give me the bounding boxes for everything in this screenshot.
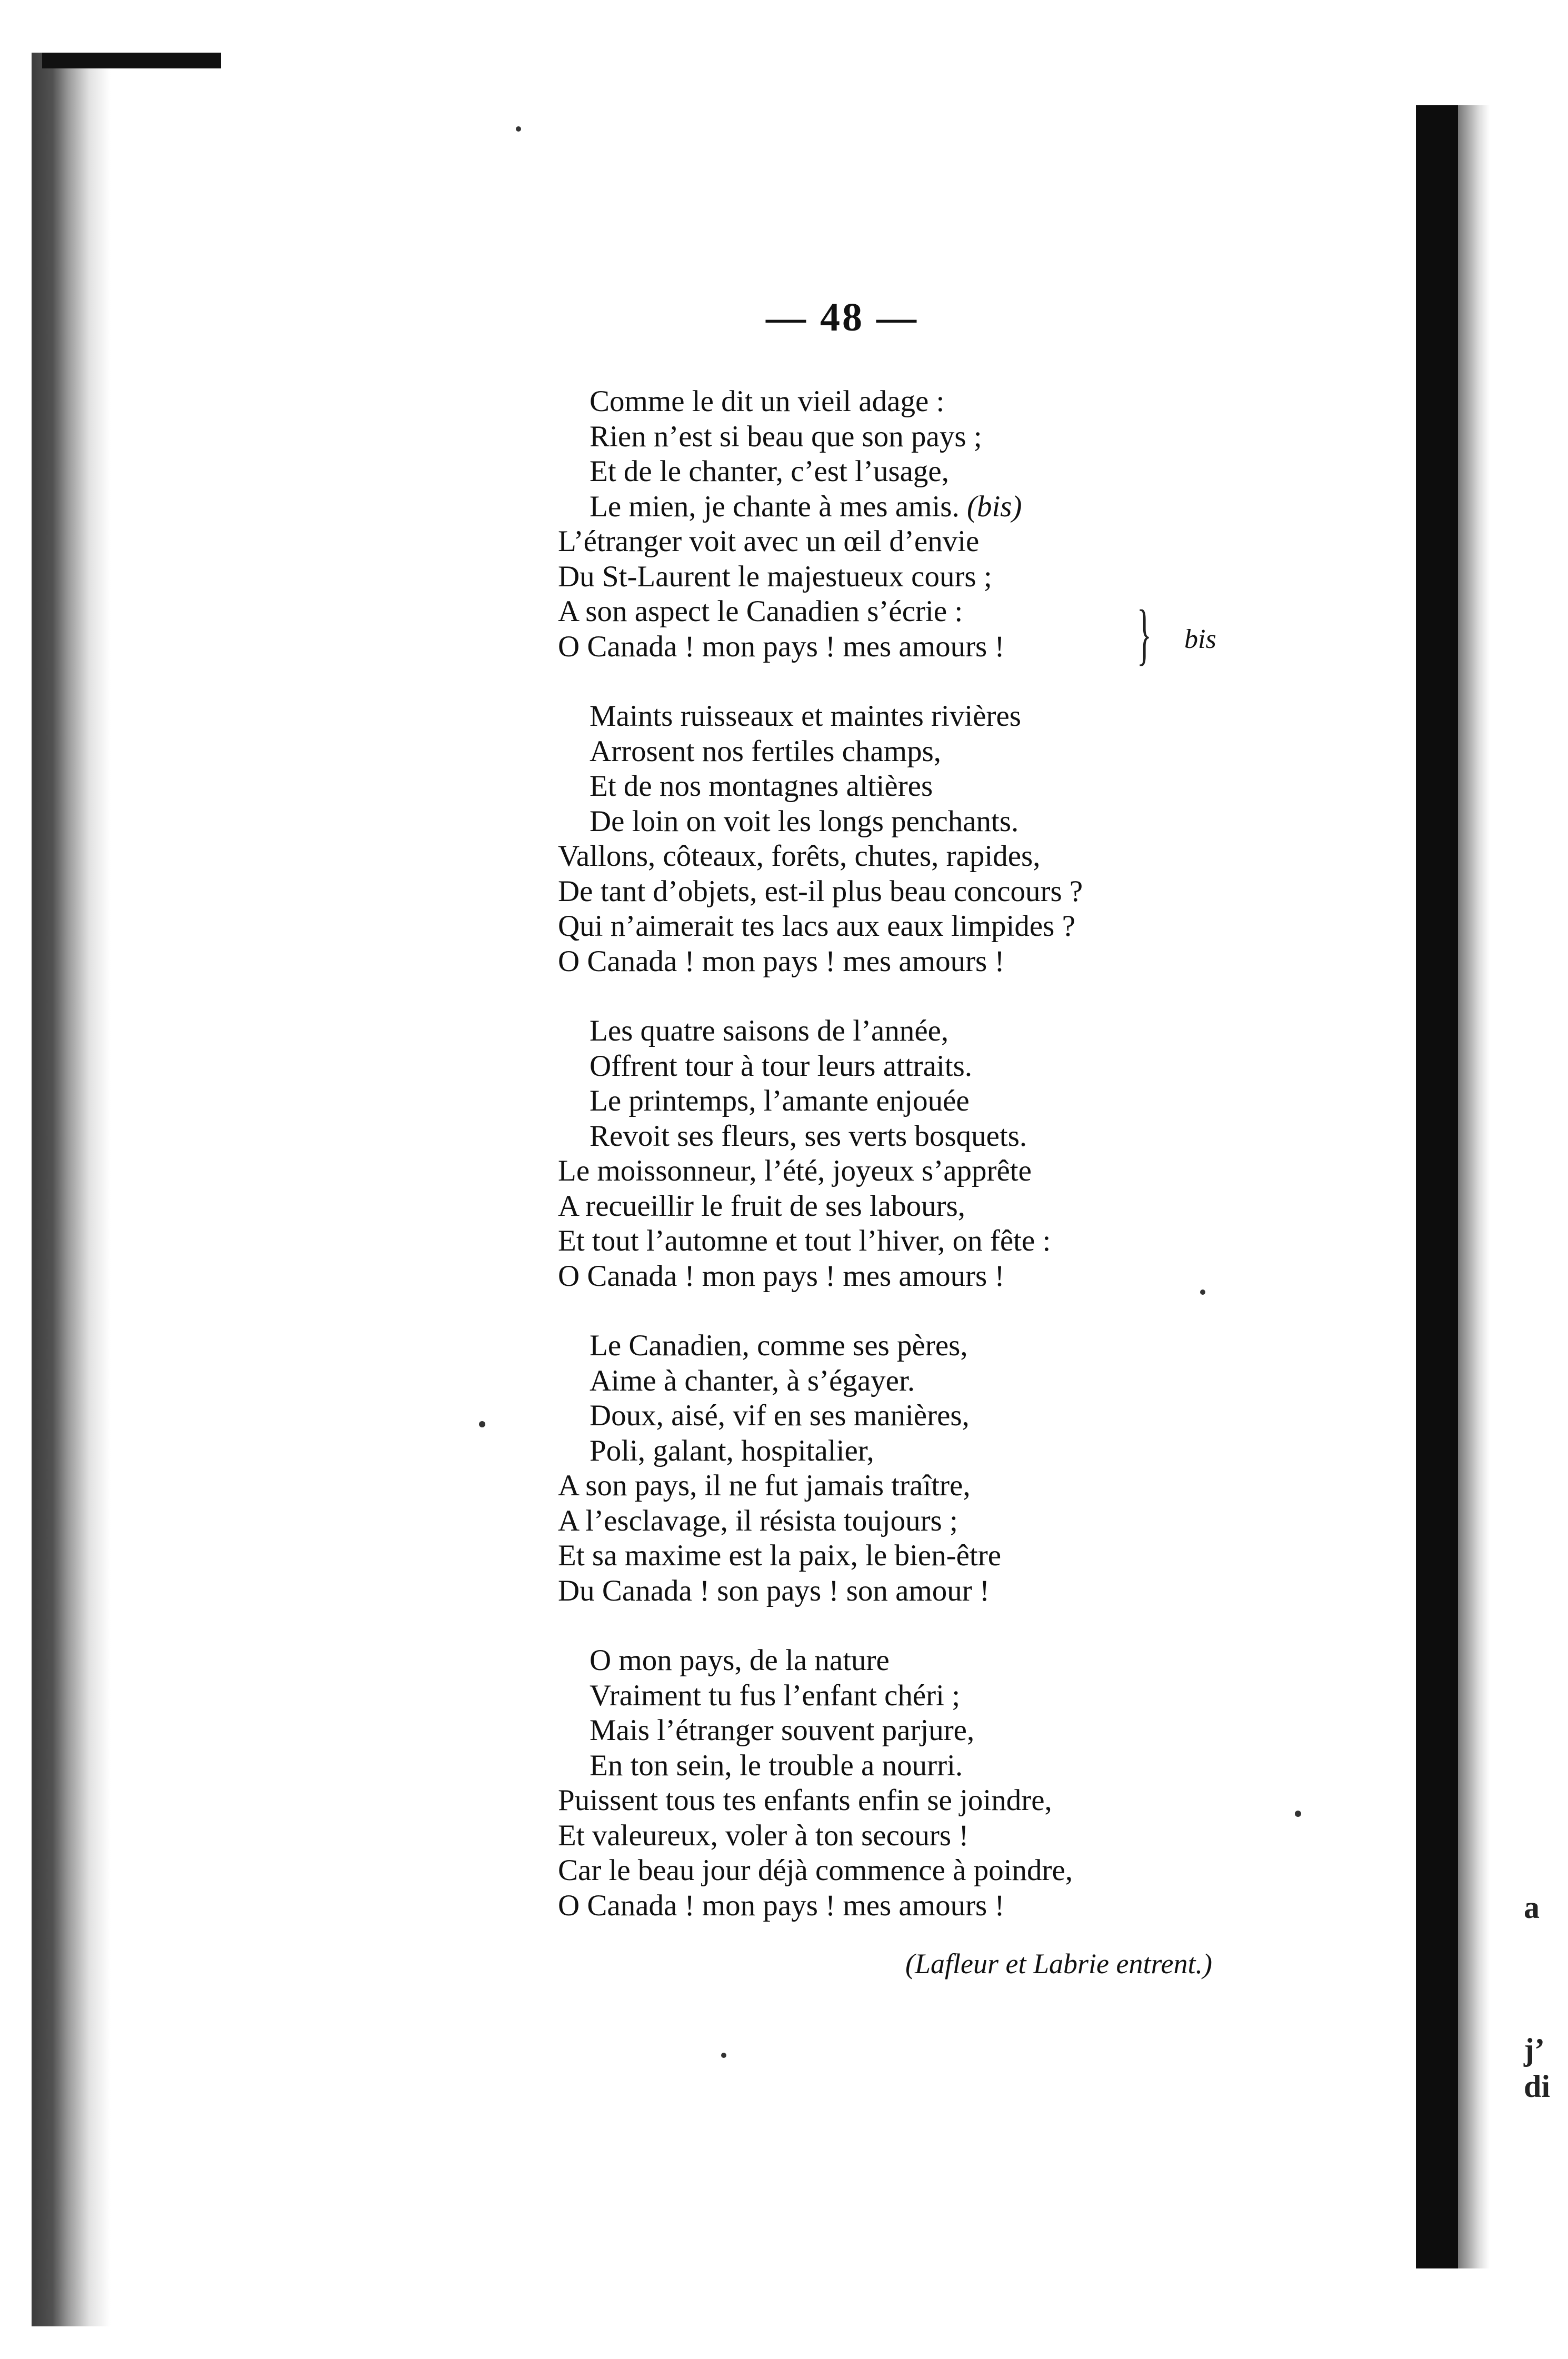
scan-speck — [721, 2053, 726, 2058]
stanza-1 — [558, 384, 1083, 664]
verse-line: A son aspect le Canadien s’écrie : — [558, 595, 963, 628]
verse-line: Le moissonneur, l’été, joyeux s’apprête — [558, 1154, 1032, 1187]
verse-line: De loin on voit les longs penchants. — [590, 804, 1019, 838]
verse-line: Arrosent nos fertiles champs, — [590, 734, 941, 768]
verse-line: Puissent tous tes enfants enfin se joindre, — [558, 1784, 1052, 1817]
verse-line: Et de le chanter, c’est l’usage, — [590, 455, 949, 488]
scan-speck — [516, 126, 521, 132]
verse-line: Et valeureux, voler à ton secours ! — [558, 1818, 969, 1852]
verse-line: L’étranger voit avec un œil d’envie — [558, 525, 980, 558]
verse-line: O mon pays, de la nature — [590, 1644, 890, 1677]
verse-line: Et de nos montagnes altières — [590, 769, 933, 803]
verse-line: Car le beau jour déjà commence à poindre, — [558, 1854, 1073, 1887]
verse-line: Rien n’est si beau que son pays ; — [590, 419, 982, 453]
verse-line — [558, 489, 1083, 525]
facing-page-fragment: di — [1524, 2069, 1551, 2104]
scan-speck — [1200, 1290, 1205, 1295]
verse-line: Maints ruisseaux et maintes rivières — [590, 699, 1021, 733]
verse-line-text: Le mien, je chante à mes amis. — [590, 489, 960, 523]
page-number: — 48 — — [766, 295, 918, 339]
verse-line: Le printemps, l’amante enjouée — [590, 1084, 970, 1117]
refrain-brace: } — [1137, 596, 1152, 672]
verse-line: O Canada ! mon pays ! mes amours ! — [558, 629, 1005, 663]
verse-line: Et sa maxime est la paix, le bien-être — [558, 1539, 1002, 1572]
verse-line: Offrent tour à tour leurs attraits. — [590, 1049, 973, 1083]
stanza-3 — [558, 1014, 1083, 1294]
verse-line: O Canada ! mon pays ! mes amours ! — [558, 1888, 1005, 1922]
verse-line: Qui n’aimerait tes lacs aux eaux limpides ? — [558, 909, 1075, 943]
verse-line: Les quatre saisons de l’année, — [590, 1014, 949, 1047]
verse-line: A son pays, il ne fut jamais traître, — [558, 1469, 971, 1502]
verse-line: Le Canadien, comme ses pères, — [590, 1329, 968, 1362]
scan-speck — [479, 1421, 485, 1427]
verse-line: Revoit ses fleurs, ses verts bosquets. — [590, 1119, 1027, 1153]
verse-line: Vallons, côteaux, forêts, chutes, rapides, — [558, 839, 1041, 873]
verse-line: Poli, galant, hospitalier, — [590, 1434, 874, 1467]
scan-speck — [1295, 1811, 1301, 1817]
repeat-marker: (bis) — [966, 489, 1022, 523]
verse-line: Doux, aisé, vif en ses manières, — [590, 1399, 970, 1432]
verse-line: Aime à chanter, à s’égayer. — [590, 1364, 915, 1397]
stanza-5 — [558, 1643, 1083, 1923]
facing-page-shadow — [1458, 105, 1490, 2268]
book-binding-edge — [32, 53, 111, 2326]
facing-page-gutter — [1416, 105, 1458, 2268]
verse-line: Du St-Laurent le majestueux cours ; — [558, 559, 992, 593]
verse-line: En ton sein, le trouble a nourri. — [590, 1748, 963, 1782]
verse-line: Comme le dit un vieil adage : — [590, 385, 945, 418]
refrain-repeat-marker: bis — [1184, 624, 1216, 654]
verse-line: Mais l’étranger souvent parjure, — [590, 1714, 975, 1747]
stage-direction: (Lafleur et Labrie entrent.) — [905, 1948, 1212, 1980]
verse-line: Et tout l’automne et tout l’hiver, on fête : — [558, 1224, 1051, 1257]
book-binding-top — [42, 53, 221, 68]
verse-line: A recueillir le fruit de ses labours, — [558, 1189, 966, 1223]
poem — [558, 384, 1083, 1958]
verse-line: O Canada ! mon pays ! mes amours ! — [558, 1259, 1005, 1293]
verse-line: Du Canada ! son pays ! son amour ! — [558, 1574, 990, 1607]
verse-line: O Canada ! mon pays ! mes amours ! — [558, 944, 1005, 978]
stanza-4 — [558, 1328, 1083, 1608]
verse-line: Vraiment tu fus l’enfant chéri ; — [590, 1678, 961, 1712]
facing-page-fragment: a — [1524, 1890, 1540, 1925]
facing-page-fragment: j’ — [1524, 2032, 1545, 2067]
stanza-2 — [558, 699, 1083, 979]
verse-line: De tant d’objets, est-il plus beau concours ? — [558, 874, 1083, 908]
verse-line: A l’esclavage, il résista toujours ; — [558, 1504, 958, 1537]
